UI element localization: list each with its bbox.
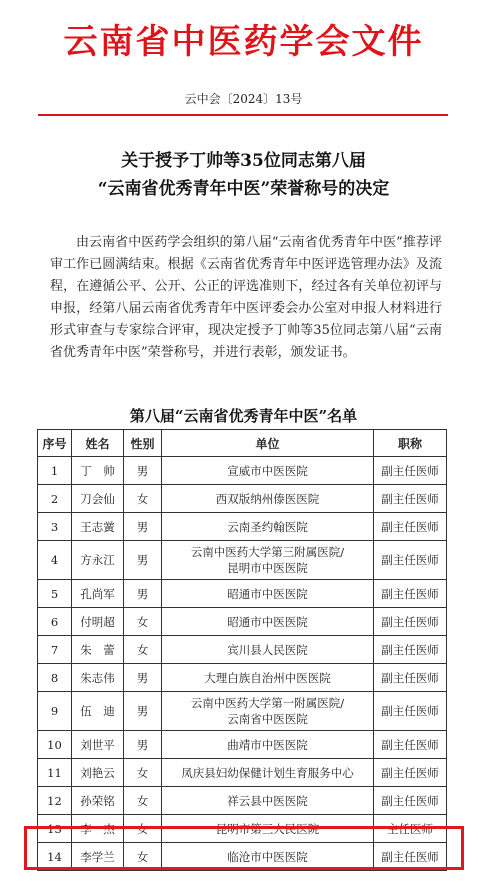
col-header-name: 姓名 [72,430,124,457]
row-title: 副主任医师 [374,513,447,541]
decision-title-line-1: 关于授予丁帅等35位同志第八届 [121,151,366,171]
row-number: 3 [38,513,72,541]
row-unit-line: 云南省中医医院 [227,712,308,726]
row-name: 伍 迪 [72,692,124,731]
row-title: 副主任医师 [374,580,447,608]
row-title: 主任医师 [374,815,447,843]
row-gender: 女 [124,636,162,664]
row-number: 12 [38,787,72,815]
table-row [38,513,447,541]
row-number: 13 [38,815,72,843]
row-title: 副主任医师 [374,457,447,485]
row-unit-line: 大理白族自治州中医医院 [204,670,331,685]
org-header-title: 云南省中医药学会文件 [63,22,424,62]
row-title: 副主任医师 [374,787,447,815]
row-unit [162,759,374,787]
row-unit [162,731,374,759]
row-unit-line: 云南中医药大学第三附属医院/ [190,545,345,559]
row-title: 副主任医师 [374,692,447,731]
highlight-box-row-14 [24,826,464,870]
row-unit-line: 昭通市中医医院 [227,586,308,601]
row-unit-line: 云南圣约翰医院 [227,519,308,534]
table-row [38,692,447,731]
row-gender: 男 [124,731,162,759]
row-title: 副主任医师 [374,731,447,759]
row-unit-line: 云南中医药大学第一附属医院/ [190,696,345,710]
row-number: 9 [38,692,72,731]
row-unit [162,787,374,815]
row-gender: 女 [124,843,162,871]
row-gender: 女 [124,787,162,815]
row-name: 丁 帅 [72,457,124,485]
row-number: 14 [38,843,72,871]
row-name: 李学兰 [72,843,124,871]
row-title: 副主任医师 [374,541,447,580]
table-row [38,608,447,636]
row-number: 7 [38,636,72,664]
row-unit-line: 昆明市第三人民医院 [215,821,320,836]
roster-caption: 第八届“云南省优秀青年中医”名单 [129,407,358,425]
row-unit [162,457,374,485]
row-unit-line: 宣威市中医医院 [227,463,308,478]
row-name: 刘艳云 [72,759,124,787]
row-number: 1 [38,457,72,485]
decision-body-paragraph: 由云南省中医药学会组织的第八届“云南省优秀青年中医”推荐评审工作已圆满结束。根据《云南省优秀青年中医评选管理办法》及流程，在遵循公平、公开、公正的评选准则下，经过各有关单位初评与申报，经第八届云南省优秀青年中医评委会办公室对申报人材料进行形式审查与专家综合评审，现决定授予丁帅等35位同志第八届“云南省优秀青年中医”荣誉称号，并进行表彰，颁发证书。 [50,235,442,360]
row-name: 孙荣铭 [72,787,124,815]
row-title: 副主任医师 [374,485,447,513]
table-row [38,759,447,787]
row-unit-line: 昭通市中医医院 [227,614,308,629]
col-header-title: 职称 [374,430,447,457]
row-gender: 男 [124,541,162,580]
row-title: 副主任医师 [374,759,447,787]
row-gender: 男 [124,513,162,541]
row-gender: 女 [124,759,162,787]
roster-table [37,429,447,871]
row-unit [162,636,374,664]
row-gender: 女 [124,815,162,843]
row-number: 2 [38,485,72,513]
row-unit-line: 曲靖市中医医院 [227,737,308,752]
table-row [38,457,447,485]
row-name: 李 杰 [72,815,124,843]
row-title: 副主任医师 [374,636,447,664]
row-unit-line: 祥云县中医医院 [227,793,308,808]
row-unit-line: 昆明市中医医院 [227,561,308,575]
row-title: 副主任医师 [374,664,447,692]
table-row [38,664,447,692]
row-unit [162,485,374,513]
row-number: 10 [38,731,72,759]
col-header-gender: 性别 [124,430,162,457]
row-unit-line: 西双版纳州傣医医院 [215,491,320,506]
roster-body [38,457,447,871]
header-divider [38,114,448,116]
row-unit-line: 临沧市中医医院 [227,849,308,864]
row-unit [162,692,374,731]
row-gender: 女 [124,485,162,513]
row-name: 王志黉 [72,513,124,541]
row-unit-line: 凤庆县妇幼保健计划生育服务中心 [181,765,354,780]
row-name: 刘世平 [72,731,124,759]
row-name: 朱志伟 [72,664,124,692]
row-number: 8 [38,664,72,692]
row-unit [162,513,374,541]
row-name: 方永江 [72,541,124,580]
col-header-unit: 单位 [162,430,374,457]
document-number: 云中会〔2024〕13号 [184,92,303,106]
row-number: 5 [38,580,72,608]
row-gender: 女 [124,608,162,636]
row-gender: 男 [124,580,162,608]
table-row [38,541,447,580]
table-row [38,485,447,513]
row-name: 孔尚军 [72,580,124,608]
row-unit [162,541,374,580]
row-unit-line: 宾川县人民医院 [227,642,308,657]
table-row [38,787,447,815]
row-gender: 男 [124,457,162,485]
decision-title-line-2: “云南省优秀青年中医”荣誉称号的决定 [97,179,390,199]
row-gender: 男 [124,692,162,731]
row-number: 11 [38,759,72,787]
roster-header-row [38,430,447,457]
row-unit [162,664,374,692]
row-name: 朱 蕾 [72,636,124,664]
row-number: 4 [38,541,72,580]
row-title: 副主任医师 [374,608,447,636]
col-header-no: 序号 [38,430,72,457]
row-unit [162,608,374,636]
table-row [38,636,447,664]
table-row [38,580,447,608]
row-name: 刀会仙 [72,485,124,513]
table-row [38,731,447,759]
row-title: 副主任医师 [374,843,447,871]
row-name: 付明超 [72,608,124,636]
row-unit [162,580,374,608]
row-gender: 男 [124,664,162,692]
row-number: 6 [38,608,72,636]
